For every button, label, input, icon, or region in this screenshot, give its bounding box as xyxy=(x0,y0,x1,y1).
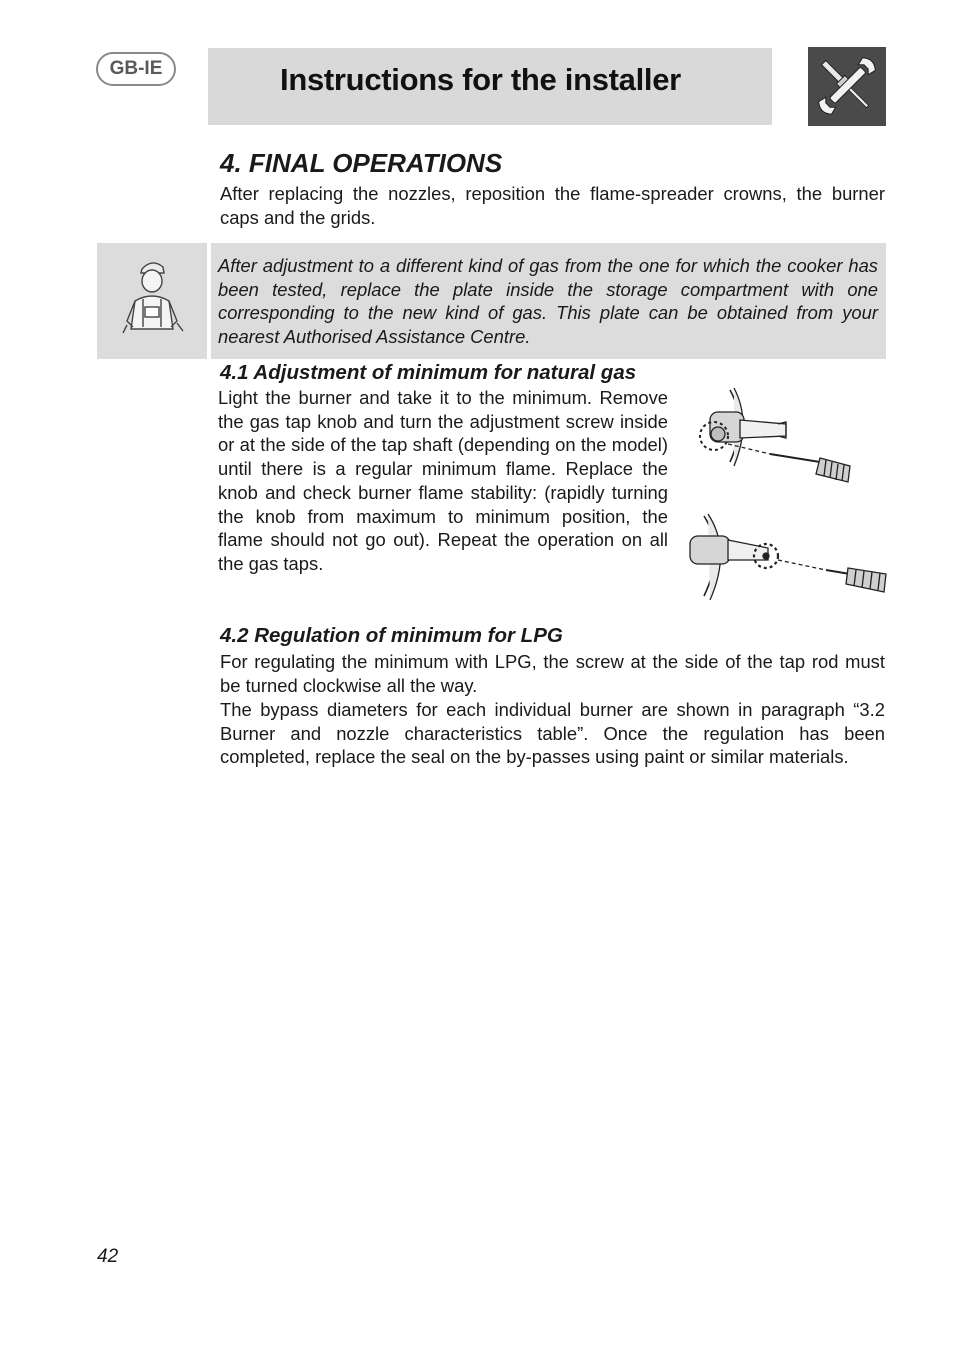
subsection-heading-4-2: 4.2 Regulation of minimum for LPG xyxy=(220,624,563,647)
page-title: Instructions for the installer xyxy=(280,62,681,97)
language-badge-label: GB-IE xyxy=(109,58,163,79)
tap-adjustment-illustration-bottom xyxy=(686,510,890,605)
subsection-heading-4-1: 4.1 Adjustment of minimum for natural gas xyxy=(220,361,637,384)
page-number: 42 xyxy=(97,1246,119,1267)
subsection-4-1-body: Light the burner and take it to the minimum. Remove the gas tap knob and turn the adjustment screw inside or at the side of the tap shaft (depending on the model) until there is a regular minimum flame. Replace the knob and check burner flame stability: (rapidly turning the knob from maximum to minimum position, the flame should not go out). Repeat the operation on all the gas taps. xyxy=(218,387,668,574)
wrench-screwdriver-icon xyxy=(808,47,886,126)
tap-adjustment-illustration-top xyxy=(690,382,890,492)
technician-icon xyxy=(97,243,207,359)
note-text: After adjustment to a different kind of gas from the one for which the cooker has been tested, replace the plate inside the storage compartment with one corresponding to the new kind of gas. This plate can be obtained from your nearest Authorised Assistance Centre. xyxy=(218,255,878,348)
language-badge xyxy=(96,52,176,86)
section-heading: 4. FINAL OPERATIONS xyxy=(220,148,503,178)
subsection-4-2-paragraph-2: The bypass diameters for each individual burner are shown in paragraph “3.2 Burner and nozzle characteristics table”. Once the regulation has been completed, replace the seal on the by-passes using paint or similar materials. xyxy=(220,699,885,768)
subsection-4-2-paragraph-1: For regulating the minimum with LPG, the screw at the side of the tap rod must be turned clockwise all the way. xyxy=(220,651,885,696)
note-icon-panel xyxy=(97,243,207,359)
intro-paragraph: After replacing the nozzles, reposition the flame-spreader crowns, the burner caps and the grids. xyxy=(220,183,885,228)
